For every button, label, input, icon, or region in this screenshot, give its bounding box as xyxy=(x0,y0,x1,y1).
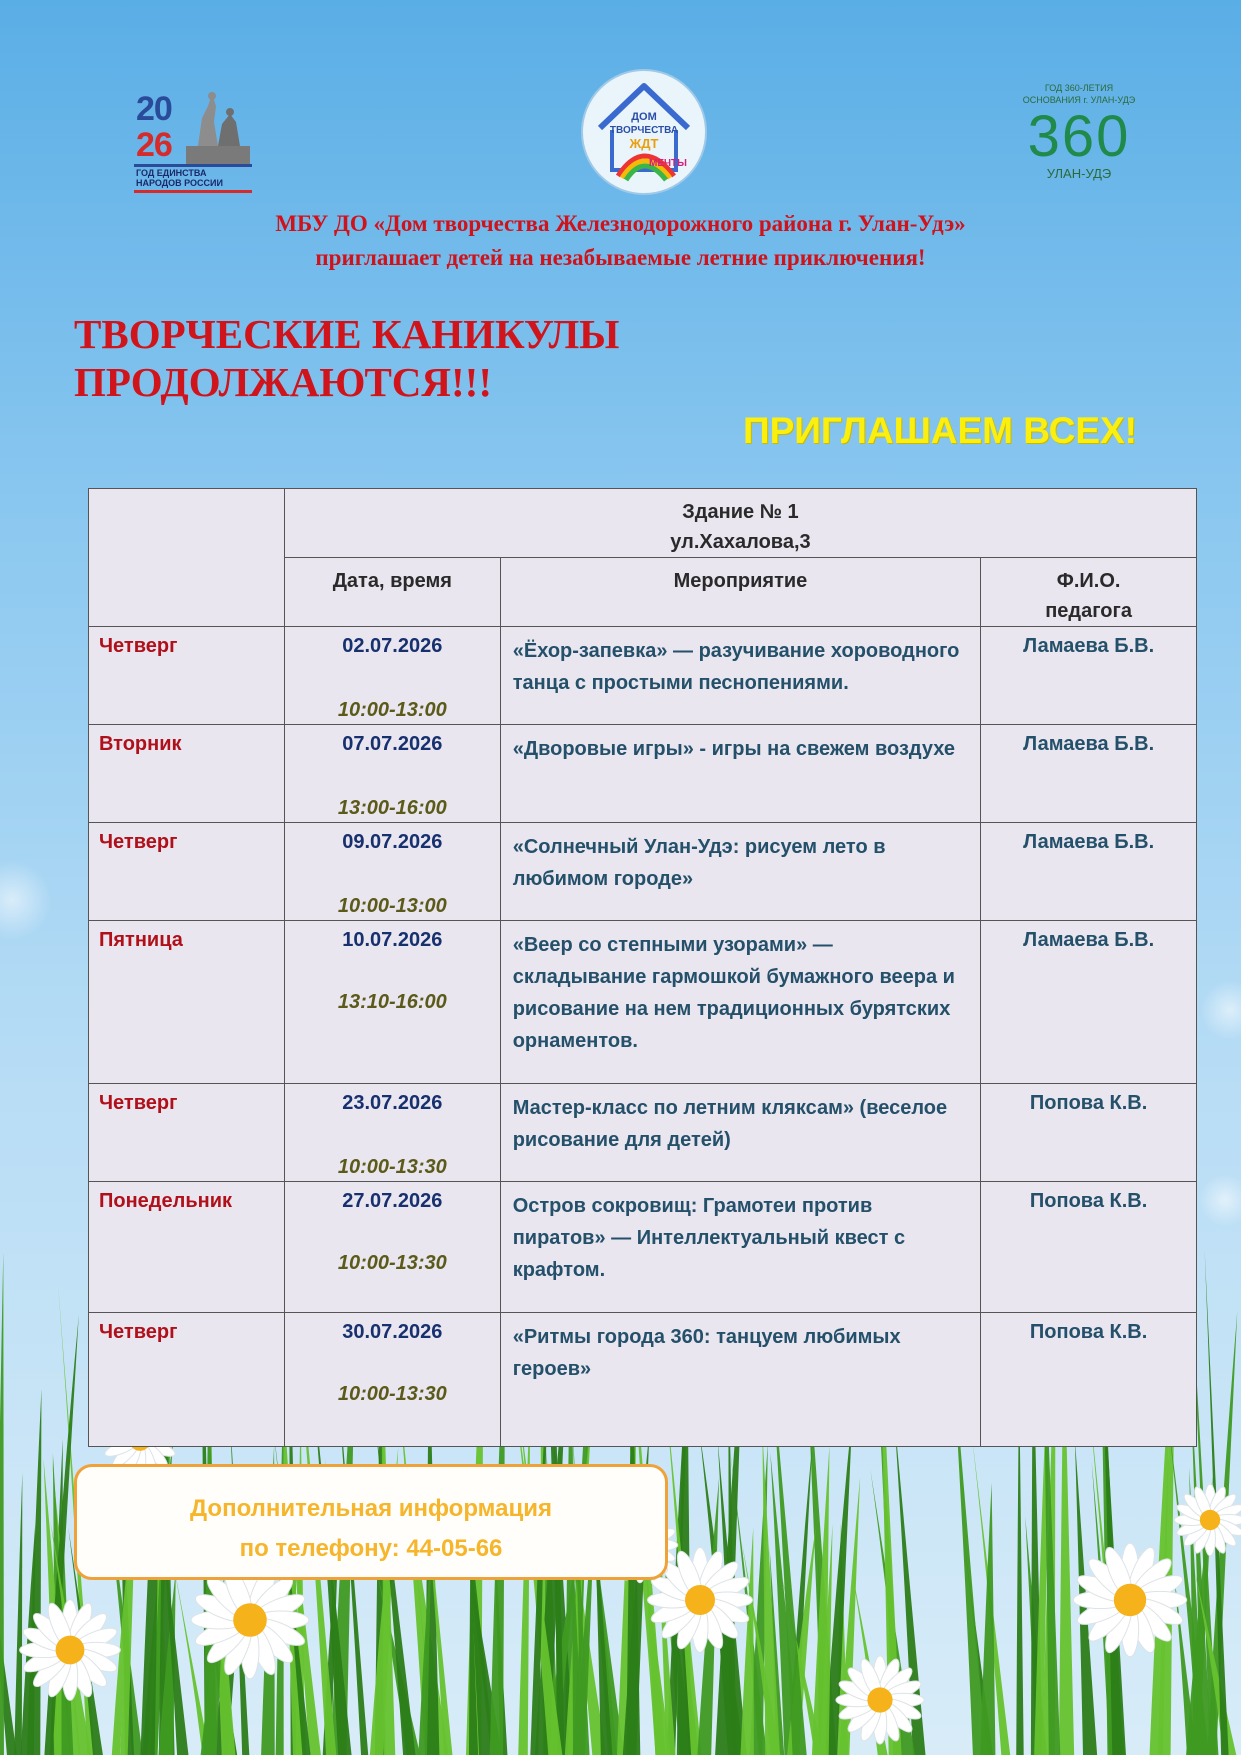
invite-banner: ПРИГЛАШАЕМ ВСЕХ! xyxy=(743,410,1137,451)
col-header-teacher xyxy=(981,558,1197,627)
row-time: 10:00-13:30 xyxy=(337,1383,447,1405)
anniversary-city: УЛАН-УДЭ xyxy=(1046,166,1112,181)
table-row xyxy=(89,823,1197,921)
headline-line2: ПРОДОЛЖАЮТСЯ!!! xyxy=(74,359,492,405)
contact-info-phone: по телефону: 44-05-66 xyxy=(239,1535,503,1562)
house-of-creativity-logo xyxy=(578,66,710,196)
svg-text:ЖДТ: ЖДТ xyxy=(629,136,659,151)
unity-year-logo xyxy=(134,88,254,196)
row-date: 02.07.2026 xyxy=(342,635,443,657)
row-datetime xyxy=(284,1084,500,1182)
daisy-icon xyxy=(20,1600,121,1701)
daisy-icon xyxy=(836,1656,924,1744)
logo-year-top: 20 xyxy=(136,90,172,128)
row-date: 09.07.2026 xyxy=(342,831,443,853)
anniversary-number: 360 xyxy=(1027,104,1131,169)
grass-blade xyxy=(762,1433,780,1755)
anniversary-caption-line1: ГОД 360-ЛЕТИЯ xyxy=(1044,83,1114,93)
row-day: Пятница xyxy=(89,921,285,1084)
row-time: 10:00-13:00 xyxy=(337,699,447,721)
row-datetime xyxy=(284,1313,500,1447)
row-event: Мастер-класс по летним кляксам» (веселое рисование для детей) xyxy=(500,1084,981,1182)
row-teacher: Ламаева Б.В. xyxy=(981,725,1197,823)
row-event: «Ёхор-запевка» — разучивание хороводного танца с простыми песнопениями. xyxy=(500,627,981,725)
logo-year-bottom: 26 xyxy=(136,126,172,164)
row-day: Четверг xyxy=(89,1084,285,1182)
building-name: Здание № 1 xyxy=(682,501,799,523)
col-header-datetime: Дата, время xyxy=(284,558,500,627)
table-row xyxy=(89,627,1197,725)
row-event: «Веер со степными узорами» — складывание гармошкой бумажного веера и рисование на нем традиционных бурятских орнаментов. xyxy=(500,921,981,1084)
row-teacher: Ламаева Б.В. xyxy=(981,921,1197,1084)
row-datetime xyxy=(284,823,500,921)
row-event: Остров сокровищ: Грамотеи против пиратов» — Интеллектуальный квест с крафтом. xyxy=(500,1182,981,1313)
grass-blade xyxy=(27,1389,41,1755)
row-datetime xyxy=(284,725,500,823)
table-row xyxy=(89,1084,1197,1182)
table-row xyxy=(89,725,1197,823)
row-event: «Ритмы города 360: танцуем любимых героев» xyxy=(500,1313,981,1447)
schedule-table xyxy=(88,488,1197,1447)
daisy-icon xyxy=(1073,1543,1186,1656)
corner-cell xyxy=(89,489,285,627)
row-time: 13:10-16:00 xyxy=(337,991,447,1013)
row-date: 27.07.2026 xyxy=(342,1190,443,1212)
row-day: Вторник xyxy=(89,725,285,823)
row-date: 23.07.2026 xyxy=(342,1092,443,1114)
row-teacher: Попова К.В. xyxy=(981,1084,1197,1182)
row-datetime xyxy=(284,627,500,725)
org-subtitle: приглашает детей на незабываемые летние приключения! xyxy=(315,245,926,270)
table-row xyxy=(89,1313,1197,1447)
row-datetime xyxy=(284,1182,500,1313)
logo-caption-line2: НАРОДОВ РОССИИ xyxy=(136,178,223,188)
row-teacher: Попова К.В. xyxy=(981,1313,1197,1447)
row-teacher: Попова К.В. xyxy=(981,1182,1197,1313)
grass-blade xyxy=(14,1473,22,1755)
svg-text:ТВОРЧЕСТВА: ТВОРЧЕСТВА xyxy=(609,125,679,136)
row-time: 13:00-16:00 xyxy=(337,797,447,819)
row-day: Четверг xyxy=(89,1313,285,1447)
row-event: «Дворовые игры» - игры на свежем воздухе xyxy=(500,725,981,823)
daisy-icon xyxy=(1174,1484,1241,1555)
row-day: Понедельник xyxy=(89,1182,285,1313)
col-header-event: Мероприятие xyxy=(500,558,981,627)
row-datetime xyxy=(284,921,500,1084)
table-row xyxy=(89,921,1197,1084)
building-header xyxy=(284,489,1196,558)
row-date: 10.07.2026 xyxy=(342,929,443,951)
anniversary-caption-line2: ОСНОВАНИЯ г. УЛАН-УДЭ xyxy=(1022,95,1136,105)
row-teacher: Ламаева Б.В. xyxy=(981,627,1197,725)
grass-blade xyxy=(0,1252,4,1755)
row-time: 10:00-13:30 xyxy=(337,1156,447,1178)
row-time: 10:00-13:00 xyxy=(337,895,447,917)
row-event: «Солнечный Улан-Удэ: рисуем лето в любимом городе» xyxy=(500,823,981,921)
row-teacher: Ламаева Б.В. xyxy=(981,823,1197,921)
svg-text:МЕЧТЫ: МЕЧТЫ xyxy=(649,158,687,169)
row-date: 07.07.2026 xyxy=(342,733,443,755)
building-address: ул.Хахалова,3 xyxy=(670,531,811,553)
col-header-teacher-line1: Ф.И.О. xyxy=(1056,570,1121,592)
col-header-teacher-line2: педагога xyxy=(1045,600,1132,622)
headline-line1: ТВОРЧЕСКИЕ КАНИКУЛЫ xyxy=(74,311,620,357)
row-day: Четверг xyxy=(89,823,285,921)
contact-info-line1: Дополнительная информация xyxy=(190,1495,552,1522)
contact-info-box xyxy=(74,1464,668,1580)
headline xyxy=(74,310,619,406)
row-time: 10:00-13:30 xyxy=(337,1252,447,1274)
row-date: 30.07.2026 xyxy=(342,1321,443,1343)
city-anniversary-logo xyxy=(1004,82,1154,200)
org-title: МБУ ДО «Дом творчества Железнодорожного района г. Улан-Удэ» xyxy=(275,211,966,236)
row-day: Четверг xyxy=(89,627,285,725)
svg-text:ДОМ: ДОМ xyxy=(631,111,657,123)
logo-caption-line1: ГОД ЕДИНСТВА xyxy=(136,168,207,178)
table-row xyxy=(89,1182,1197,1313)
monument-icon xyxy=(178,88,254,168)
